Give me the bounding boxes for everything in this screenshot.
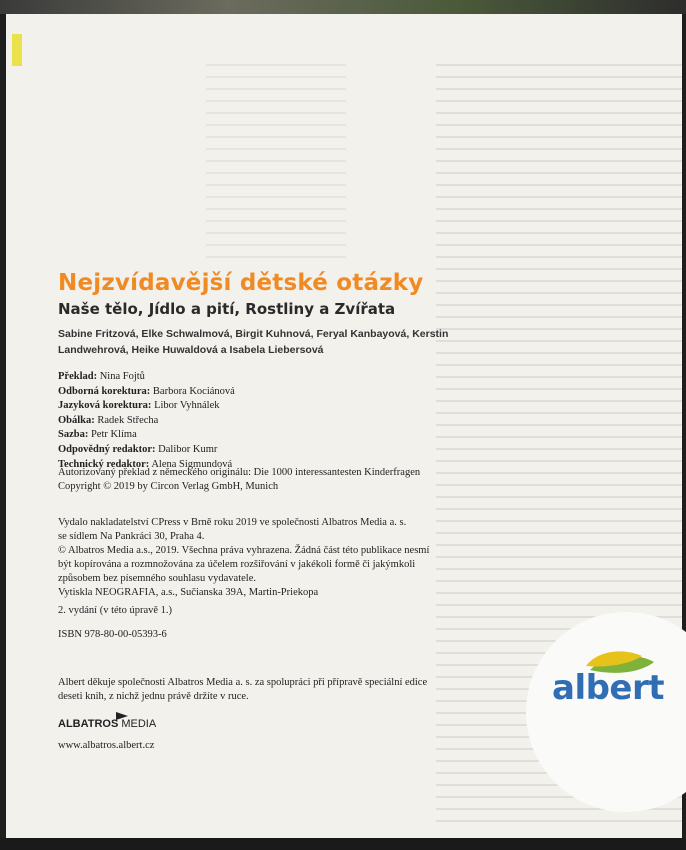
credit-line: Odpovědný redaktor: Dalibor Kumr [58,443,218,455]
original-title-block: Autorizovaný překlad z německého originálu: Die 1000 interessantesten Kinderfragen Copyright © 2019 by Circon Verlag GmbH, Munich [58,467,421,492]
show-through-text-upper [206,64,346,264]
credits-list [58,370,235,472]
credit-line: Technický redaktor: Alena Sigmundová [58,458,233,470]
credit-line: Překlad: Nina Fojtů [58,371,145,382]
book-subtitle: Naše tělo, Jídlo a pití, Rostliny a Zvířata [58,300,396,318]
credit-line: Sazba: Petr Klíma [58,429,137,441]
publisher-logo: ALBATROS MEDIA [58,718,157,730]
albert-logo-text: albert [552,668,665,708]
credit-line: Odborná korektura: Barbora Kociánová [58,385,235,397]
book-title: Nejzvídavější dětské otázky [58,270,424,296]
isbn: ISBN 978-80-00-05393-6 [58,629,167,640]
scan-top-edge [0,0,686,14]
edition: 2. vydání (v této úpravě 1.) [58,605,173,616]
credit-line: Obálka: Radek Střecha [58,414,159,426]
imprint-block: Vydalo nakladatelství CPress v Brně roku 2019 ve společnosti Albatros Media a. s. se sídlem Na Pankráci 30, Praha 4. © Albatros Media a.s., 2019. Všechna práva vyhrazena. Žádná část této publikace nesmí být kopírována a rozmnožována za účelem rozšiřování v jakékoli formě či jakýmkoli způsobem bez písemného souhlasu vydavatele. Vytiskla NEOGRAFIA, a.s., Sučianska 39A, Martin-Priekopa [58,517,430,598]
thanks-note: Albert děkuje společnosti Albatros Media a. s. za spolupráci při přípravě speciální edice deseti knih, z nichž jednu právě držíte v ruce. [58,677,428,702]
credit-line: Jazyková korektura: Libor Vyhnálek [58,400,220,412]
yellow-marker [12,34,22,66]
website-link[interactable]: www.albatros.albert.cz [58,740,155,751]
scan-bottom-edge [0,838,686,850]
authors: Sabine Fritzová, Elke Schwalmová, Birgit Kuhnová, Feryal Kanbayová, Kerstin Landwehrová, Heike Huwaldová a Isabela Liebersová [58,328,449,356]
